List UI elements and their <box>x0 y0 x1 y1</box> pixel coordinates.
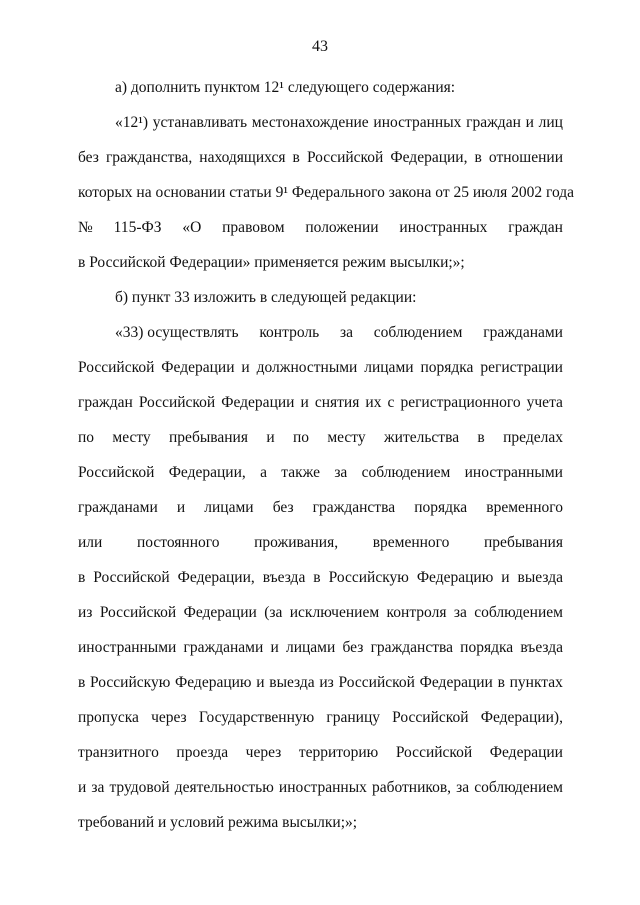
word: по <box>292 429 309 446</box>
word: иностранных <box>373 114 462 131</box>
word: Государственную <box>198 709 315 726</box>
word: исключением <box>289 604 380 621</box>
word: порядка <box>414 499 468 516</box>
word: Российской <box>338 674 415 691</box>
word: пребывания <box>169 429 248 446</box>
word: граждан <box>466 114 521 131</box>
word: Федерации, <box>177 569 255 586</box>
word: проезда <box>176 744 229 761</box>
word: соблюдением <box>361 464 451 481</box>
word: иностранными <box>78 639 177 656</box>
word: а <box>260 464 267 481</box>
page-number: 43 <box>312 38 328 55</box>
word: Российской <box>306 149 384 166</box>
word: и <box>300 394 309 411</box>
word: пребывания <box>484 534 563 551</box>
word: гражданами <box>78 499 158 516</box>
word: через <box>245 744 282 761</box>
text-line <box>78 218 563 238</box>
word: Федерации <box>221 394 295 411</box>
word: пределах <box>503 429 563 446</box>
word: в <box>474 149 482 166</box>
word: правовом <box>222 219 285 236</box>
word: транзитного <box>78 744 159 761</box>
word: гражданства, <box>105 149 193 166</box>
word: выезда <box>269 674 315 691</box>
word: Федерации <box>183 604 257 621</box>
word: и <box>501 569 510 586</box>
word: 115-ФЗ <box>113 219 162 236</box>
word: Федерации, <box>390 149 468 166</box>
text-line: требований и условий режима высылки;»; <box>78 814 358 831</box>
text-line <box>78 428 563 448</box>
word: Российской <box>138 394 216 411</box>
word: въезда <box>520 639 563 656</box>
word: находящихся <box>199 149 286 166</box>
word: и <box>525 114 534 131</box>
word: гражданами <box>183 639 264 656</box>
word: Федерации <box>489 744 563 761</box>
text-line <box>78 708 563 728</box>
word: из <box>319 674 334 691</box>
text-line: которых на основании статьи 9¹ Федерального закона от 25 июля 2002 года <box>78 184 575 201</box>
text-line <box>78 638 563 658</box>
word: проживания, <box>254 534 339 551</box>
word: «12¹) <box>115 114 149 131</box>
word: из <box>78 604 93 621</box>
word: контроль <box>259 324 320 341</box>
text-line: б) пункт 33 изложить в следующей редакции: <box>115 289 417 306</box>
word: без <box>342 639 364 656</box>
text-line <box>78 673 563 693</box>
word: въезда <box>262 569 306 586</box>
word: через <box>151 709 187 726</box>
word: Федерации <box>161 359 235 376</box>
word: Российскую <box>328 569 409 586</box>
word: Российской <box>78 464 155 481</box>
word: трудовой <box>109 779 170 796</box>
word: или <box>78 534 103 551</box>
word: деятельностью <box>174 779 274 796</box>
word: работников, <box>371 779 452 796</box>
word: лицами <box>285 639 336 656</box>
word: и <box>78 779 87 796</box>
word: Федерацию <box>175 674 252 691</box>
word: устанавливать <box>152 114 248 131</box>
text-line <box>115 323 563 343</box>
word: иностранных <box>399 219 488 236</box>
word: в <box>477 429 485 446</box>
word: границу <box>326 709 381 726</box>
word: временного <box>486 499 563 516</box>
text-line: а) дополнить пунктом 12¹ следующего содержания: <box>115 79 456 96</box>
word: иностранных <box>278 779 367 796</box>
word: регистрационного <box>400 394 521 411</box>
word: лицами <box>204 499 254 516</box>
word: учета <box>526 394 563 411</box>
text-line <box>78 603 563 623</box>
word: пропуска <box>78 709 139 726</box>
word: Российской <box>395 744 473 761</box>
word: соблюдением <box>474 779 563 796</box>
word: гражданства <box>312 499 396 516</box>
word: Федерации, <box>168 464 246 481</box>
word: и <box>176 499 186 516</box>
text-line: в Российской Федерации» применяется режим высылки;»; <box>78 254 465 271</box>
word: без <box>272 499 294 516</box>
text-line <box>78 778 563 798</box>
word: № <box>78 219 93 236</box>
word: выезда <box>517 569 563 586</box>
word: гражданами <box>483 324 563 341</box>
text-line <box>78 533 563 553</box>
word: месту <box>112 429 151 446</box>
word: Российской <box>99 604 177 621</box>
word: снятия <box>314 394 360 411</box>
word: жительства <box>383 429 460 446</box>
word: гражданства <box>370 639 453 656</box>
word: за <box>453 604 467 621</box>
word: за <box>91 779 105 796</box>
word: лицами <box>364 359 414 376</box>
word: Российскую <box>90 674 171 691</box>
word: за <box>339 324 353 341</box>
word: в <box>497 674 505 691</box>
word: регистрации <box>480 359 563 376</box>
word: постоянного <box>136 534 220 551</box>
text-line <box>78 358 563 378</box>
word: должностными <box>256 359 358 376</box>
word: отношении <box>488 149 563 166</box>
word: Российской <box>392 709 469 726</box>
text-line <box>115 113 563 133</box>
word: Федерации <box>419 674 493 691</box>
word: (за <box>264 604 283 621</box>
word: в <box>292 149 300 166</box>
word: местонахождение <box>251 114 369 131</box>
word: также <box>281 464 321 481</box>
word: временного <box>372 534 450 551</box>
word: Федерацию <box>416 569 494 586</box>
text-line <box>78 148 563 168</box>
word: «О <box>182 219 202 236</box>
word: порядка <box>420 359 474 376</box>
text-line <box>78 498 563 518</box>
word: и <box>241 359 250 376</box>
text-line <box>78 393 563 413</box>
word: иностранными <box>464 464 563 481</box>
word: Российской <box>78 359 155 376</box>
text-line <box>78 743 563 763</box>
word: и <box>270 639 279 656</box>
word: и <box>256 674 265 691</box>
word: без <box>78 149 99 166</box>
word: в <box>78 569 86 586</box>
word: месту <box>327 429 366 446</box>
word: территорию <box>298 744 379 761</box>
text-line <box>78 568 563 588</box>
word: в <box>313 569 321 586</box>
word: Федерации), <box>480 709 563 726</box>
word: за <box>334 464 348 481</box>
word: лиц <box>538 114 563 131</box>
word: с <box>387 394 395 411</box>
word: Российской <box>93 569 170 586</box>
word: за <box>456 779 470 796</box>
word: в <box>78 674 86 691</box>
word: соблюдением <box>474 604 563 621</box>
word: граждан <box>508 219 563 236</box>
word: их <box>365 394 382 411</box>
word: по <box>78 429 95 446</box>
word: и <box>266 429 275 446</box>
text-line <box>78 463 563 483</box>
word: пунктах <box>509 674 563 691</box>
word: положении <box>305 219 379 236</box>
word: соблюдением <box>373 324 463 341</box>
word: «33) осуществлять <box>115 324 239 341</box>
word: контроля <box>386 604 447 621</box>
word: порядка <box>460 639 514 656</box>
word: граждан <box>78 394 133 411</box>
